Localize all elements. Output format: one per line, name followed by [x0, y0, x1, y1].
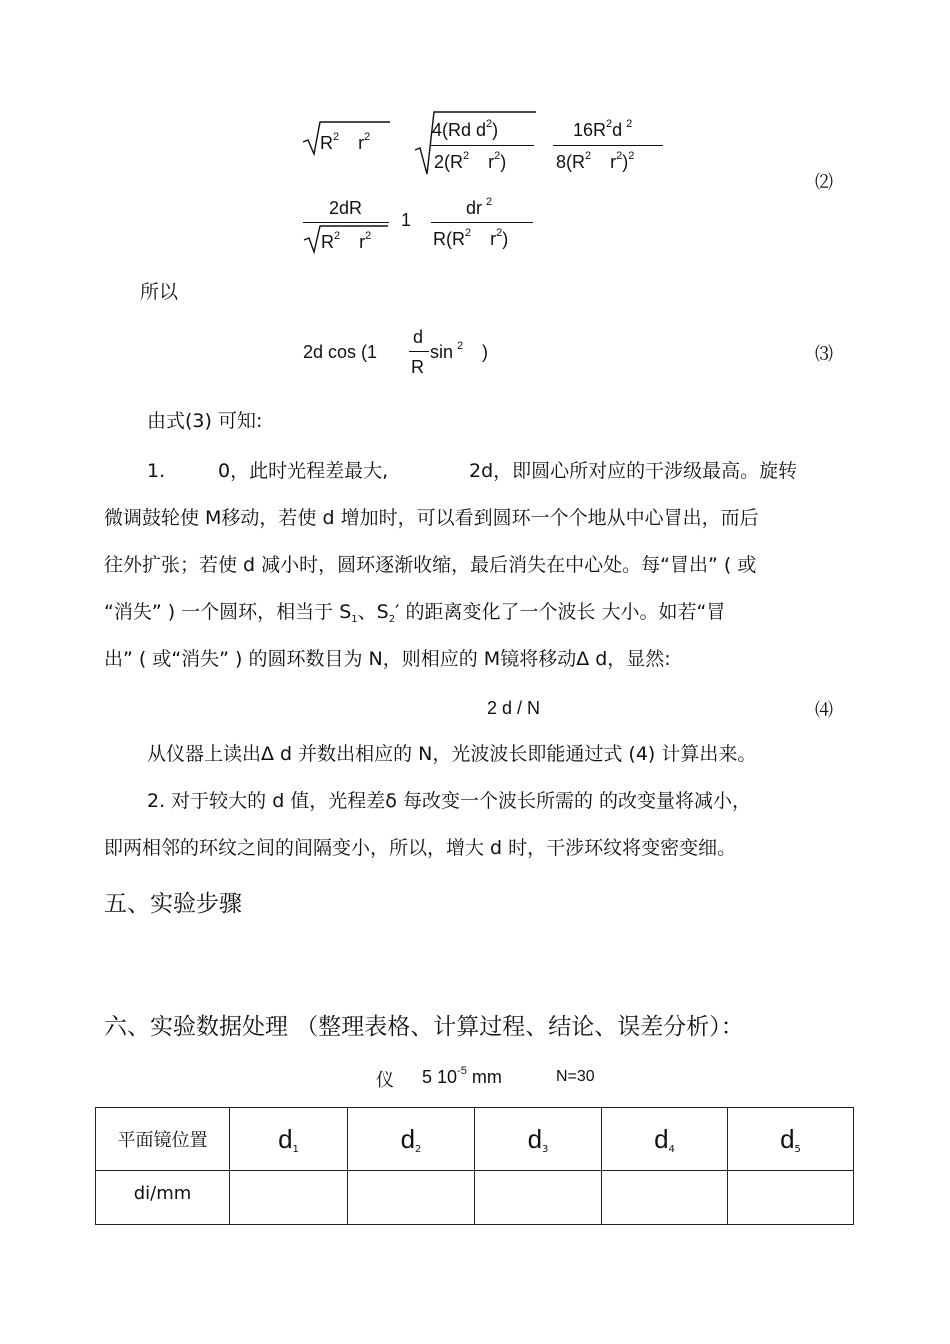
- eq2-frac4-numerator: [466, 198, 492, 219]
- intro-text: 由式(3) 可知:: [147, 410, 263, 432]
- item1-line3: 往外扩张；若使 d 减小时，圆环逐渐收缩，最后消失在中心处。每“冒出” ( 或: [104, 554, 757, 576]
- eq4: 2 d / N: [487, 698, 541, 718]
- eq2-frac4-denominator: [433, 229, 508, 250]
- symbol-d: d: [612, 120, 623, 140]
- symbol-d: d: [278, 1123, 293, 1154]
- subscript: 5: [794, 1143, 801, 1155]
- given-value: [422, 1067, 502, 1088]
- read-line: 从仪器上读出Δ d 并数出相应的 N，光波波长即能通过式 (4) 计算出来。: [147, 743, 757, 765]
- equation-number: ⑶: [815, 344, 833, 365]
- given-n: N=30: [556, 1068, 595, 1085]
- exponent: 2: [496, 227, 503, 239]
- numerator-text: 4(Rd d: [432, 120, 487, 140]
- table-header-d1: [230, 1108, 348, 1171]
- exponent: 2: [494, 150, 501, 162]
- given-lambda-label: 仪: [376, 1070, 394, 1091]
- eq2-frac1-denominator: [434, 152, 506, 173]
- section-heading-6: 六、实验数据处理 （整理表格、计算过程、结论、误差分析）：: [104, 1014, 744, 1040]
- symbol-r: r: [359, 232, 366, 252]
- eq2-frac2-denominator: [556, 152, 634, 173]
- text: “消失” ) 一个圆环，相当于 S: [104, 601, 352, 623]
- exponent: 2: [365, 230, 372, 242]
- subscript: 4: [668, 1143, 675, 1155]
- section-heading-5: 五、实验步骤: [104, 891, 242, 917]
- subscript: 1: [292, 1143, 299, 1155]
- eq3-frac-denominator: R: [411, 357, 424, 377]
- eq2-root1: [320, 133, 370, 154]
- symbol-R: R: [320, 133, 333, 153]
- unit: mm: [466, 1067, 502, 1087]
- exponent: 2: [463, 150, 470, 162]
- table-row: [96, 1171, 854, 1225]
- fraction-bar: [430, 145, 534, 146]
- table-cell-d1: [230, 1171, 348, 1225]
- eq2-frac3-numerator: 2dR: [329, 198, 363, 218]
- sin-function: sin: [430, 342, 454, 362]
- symbol-r: r: [358, 133, 365, 153]
- exponent: 2: [628, 150, 635, 162]
- item1-line4: [104, 600, 725, 628]
- item1-line5: 出” ( 或“消失” ) 的圆环数目为 N，则相应的 M镜将移动Δ d，显然:: [104, 648, 671, 670]
- exponent: 2: [465, 227, 472, 239]
- item1-line1-part: 0，此时光程差最大,: [218, 460, 389, 482]
- numerator-text: dr: [466, 198, 483, 218]
- table-header-label: 平面镜位置: [96, 1108, 230, 1171]
- exponent: 2: [364, 131, 371, 143]
- table-cell-d2: [348, 1171, 475, 1225]
- text: 、S: [357, 601, 389, 623]
- fraction-bar: [553, 145, 663, 146]
- symbol-d: d: [654, 1123, 669, 1154]
- data-table: [95, 1107, 854, 1225]
- symbol-r: r: [488, 152, 495, 172]
- table-header-d2: [348, 1108, 475, 1171]
- item1-line2: 微调鼓轮使 M移动，若使 d 增加时，可以看到圆环一个个地从中心冒出，而后: [104, 507, 759, 529]
- symbol-d: d: [780, 1123, 795, 1154]
- exponent: 2: [457, 340, 464, 352]
- text: ′ 的距离变化了一个波长 大小。如若“冒: [395, 601, 726, 623]
- item1-line1-part: 2d，即圆心所对应的干涉级最高。旋转: [469, 460, 798, 482]
- paren: ): [500, 152, 507, 172]
- denominator-text: 2(R: [434, 152, 464, 172]
- table-header-row: [96, 1108, 854, 1171]
- equation-number: ⑵: [815, 172, 833, 193]
- exponent: 2: [616, 150, 623, 162]
- fraction-bar: [431, 222, 533, 223]
- subscript: 3: [542, 1143, 549, 1155]
- table-cell-d3: [475, 1171, 602, 1225]
- exponent: 2: [334, 230, 341, 242]
- exponent: 2: [486, 118, 493, 130]
- equation-number: ⑷: [815, 700, 833, 721]
- table-header-d4: [602, 1108, 728, 1171]
- subscript: 2: [415, 1143, 422, 1155]
- symbol-r: r: [610, 152, 617, 172]
- paren: ): [502, 229, 509, 249]
- eq3-left: 2d cos (1: [303, 342, 378, 362]
- table-cell-d4: [602, 1171, 728, 1225]
- exponent: 2: [626, 118, 633, 130]
- exponent: -5: [457, 1065, 467, 1077]
- item2-line2: 即两相邻的环纹之间的间隔变小，所以，增大 d 时，干涉环纹将变密变细。: [104, 837, 737, 859]
- exponent: 2: [585, 150, 592, 162]
- subscript: 2: [388, 614, 396, 625]
- paren: ): [492, 120, 499, 140]
- table-cell-d5: [728, 1171, 854, 1225]
- symbol-d: d: [400, 1123, 416, 1154]
- numerator-text: 16R: [573, 120, 607, 140]
- subscript: 1: [351, 614, 358, 625]
- item1-number: 1.: [147, 460, 166, 482]
- symbol-r: r: [490, 229, 497, 249]
- eq3-sin: [430, 342, 463, 363]
- table-row-label: di/mm: [96, 1171, 230, 1225]
- symbol-d: d: [527, 1123, 543, 1154]
- symbol-R: R: [321, 232, 334, 252]
- exponent: 2: [606, 118, 613, 130]
- eq2-frac1-numerator: [432, 120, 498, 141]
- eq2-frac2-numerator: [573, 120, 632, 141]
- table-header-d5: [728, 1108, 854, 1171]
- eq2-frac3-denominator: [321, 232, 371, 253]
- value: 5 10: [422, 1067, 458, 1087]
- paren: ): [622, 152, 629, 172]
- exponent: 2: [486, 196, 493, 208]
- table-header-d3: [475, 1108, 602, 1171]
- paren: ): [482, 342, 488, 362]
- item2-line1: 2. 对于较大的 d 值，光程差δ 每改变一个波长所需的 的改变量将减小，: [147, 790, 752, 812]
- denominator-text: R(R: [433, 229, 465, 249]
- constant-one: 1: [401, 210, 412, 230]
- exponent: 2: [333, 131, 340, 143]
- denominator-text: 8(R: [556, 152, 586, 172]
- fraction-bar: [409, 351, 429, 352]
- text-suoyi: 所以: [140, 281, 179, 303]
- eq3-frac-numerator: d: [413, 327, 424, 347]
